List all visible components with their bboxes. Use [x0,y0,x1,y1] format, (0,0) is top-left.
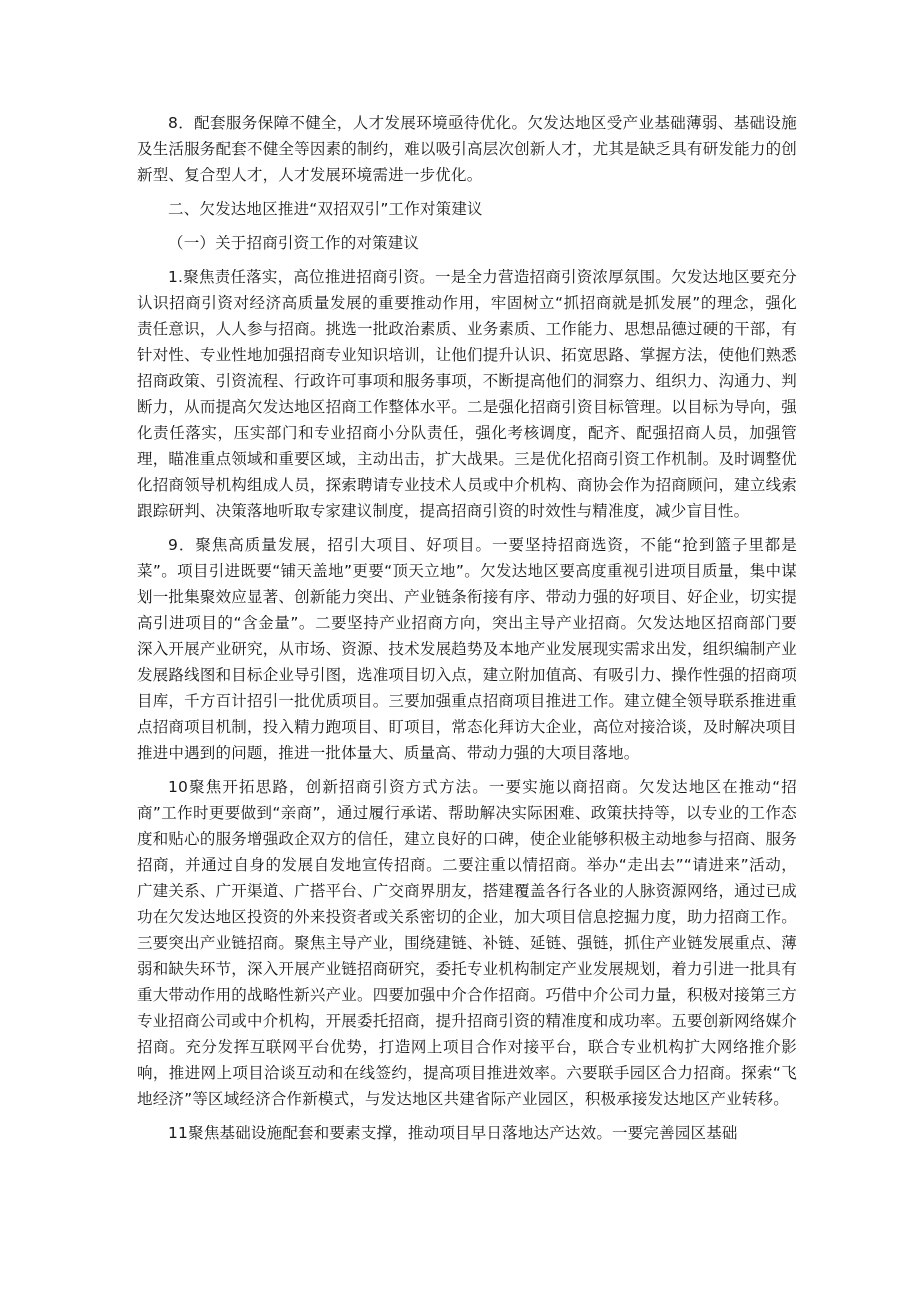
section-heading-two: 二、欠发达地区推进“双招双引”工作对策建议 [168,200,483,218]
subsection-heading-one: （一）关于招商引资工作的对策建议 [168,234,420,252]
paragraph-10-innovation: 10聚焦开拓思路，创新招商引资方式方法。一要实施以商招商。欠发达地区在推动“招商”工作时更要做到“亲商”，通过履行承诺、帮助解决实际困难、政策扶持等，以专业的工作态度和贴心的服务增强政企双方的信任，建立良好的口碑，使企业能够积极主动地参与招商、服务招商，并通过自身的发展自发地宣传招商。二要注重以情招商。举办“走出去”“请进来”活动，广建关系、广开渠道、广搭平台、广交商界朋友，搭建覆盖各行各业的人脉资源网络，通过已成功在欠发达地区投资的外来投资者或关系密切的企业，加大项目信息挖掘力度，助力招商工作。三要突出产业链招商。聚焦主导产业，围绕建链、补链、延链、强链，抓住产业链发展重点、薄弱和缺失环节，深入开展产业链招商研究，委托专业机构制定产业发展规划，着力引进一批具有重大带动作用的战略性新兴产业。四要加强中介合作招商。巧借中介公司力量，积极对接第三方专业招商公司或中介机构，开展委托招商，提升招商引资的精准度和成功率。五要创新网络媒介招商。充分发挥互联网平台优势，打造网上项目合作对接平台，联合专业机构扩大网络推介影响，推进网上项目洽谈互动和在线签约，提高项目推进效率。六要联手园区合力招商。探索“飞地经济”等区域经济合作新模式，与发达地区共建省际产业园区，积极承接发达地区产业转移。 [137,778,797,1108]
document-body [137,110,797,1154]
paragraph-11-infrastructure: 11聚焦基础设施配套和要素支撑，推动项目早日落地达产达效。一要完善园区基础 [168,1124,738,1142]
paragraph-1-responsibility: 1.聚焦责任落实，高位推进招商引资。一是全力营造招商引资浓厚氛围。欠发达地区要充分认识招商引资对经济高质量发展的重要推动作用，牢固树立“抓招商就是抓发展”的理念，强化责任意识，人人参与招商。挑选一批政治素质、业务素质、工作能力、思想品德过硬的干部，有针对性、专业性地加强招商专业知识培训，让他们提升认识、拓宽思路、掌握方法，使他们熟悉招商政策、引资流程、行政许可事项和服务事项，不断提高他们的洞察力、组织力、沟通力、判断力，从而提高欠发达地区招商工作整体水平。二是强化招商引资目标管理。以目标为导向，强化责任落实，压实部门和专业招商小分队责任，强化考核调度，配齐、配强招商人员，加强管理，瞄准重点领域和重要区域，主动出击，扩大战果。三是优化招商引资工作机制。及时调整优化招商领导机构组成人员，探索聘请专业技术人员或中介机构、商协会作为招商顾问，建立线索跟踪研判、决策落地听取专家建议制度，提高招商引资的时效性与精准度，减少盲目性。 [137,268,797,520]
paragraph-9-high-quality: 9．聚焦高质量发展，招引大项目、好项目。一要坚持招商选资，不能“抢到篮子里都是菜”。项目引进既要“铺天盖地”更要“顶天立地”。欠发达地区要高度重视引进项目质量，集中谋划一批集聚效应显著、创新能力突出、产业链条衔接有序、带动力强的好项目、好企业，切实提高引进项目的“含金量”。二要坚持产业招商方向，突出主导产业招商。欠发达地区招商部门要深入开展产业研究，从市场、资源、技术发展趋势及本地产业发展现实需求出发，组织编制产业发展路线图和目标企业导引图，选准项目切入点，建立附加值高、有吸引力、操作性强的招商项目库，千方百计招引一批优质项目。三要加强重点招商项目推进工作。建立健全领导联系推进重点招商项目机制，投入精力跑项目、盯项目，常态化拜访大企业，高位对接洽谈，及时解决项目推进中遇到的问题，推进一批体量大、质量高、带动力强的大项目落地。 [137,536,797,762]
paragraph-8-talent-environment: 8．配套服务保障不健全，人才发展环境亟待优化。欠发达地区受产业基础薄弱、基础设施及生活服务配套不健全等因素的制约，难以吸引高层次创新人才，尤其是缺乏具有研发能力的创新型、复合型人才，人才发展环境需进一步优化。 [137,114,797,184]
